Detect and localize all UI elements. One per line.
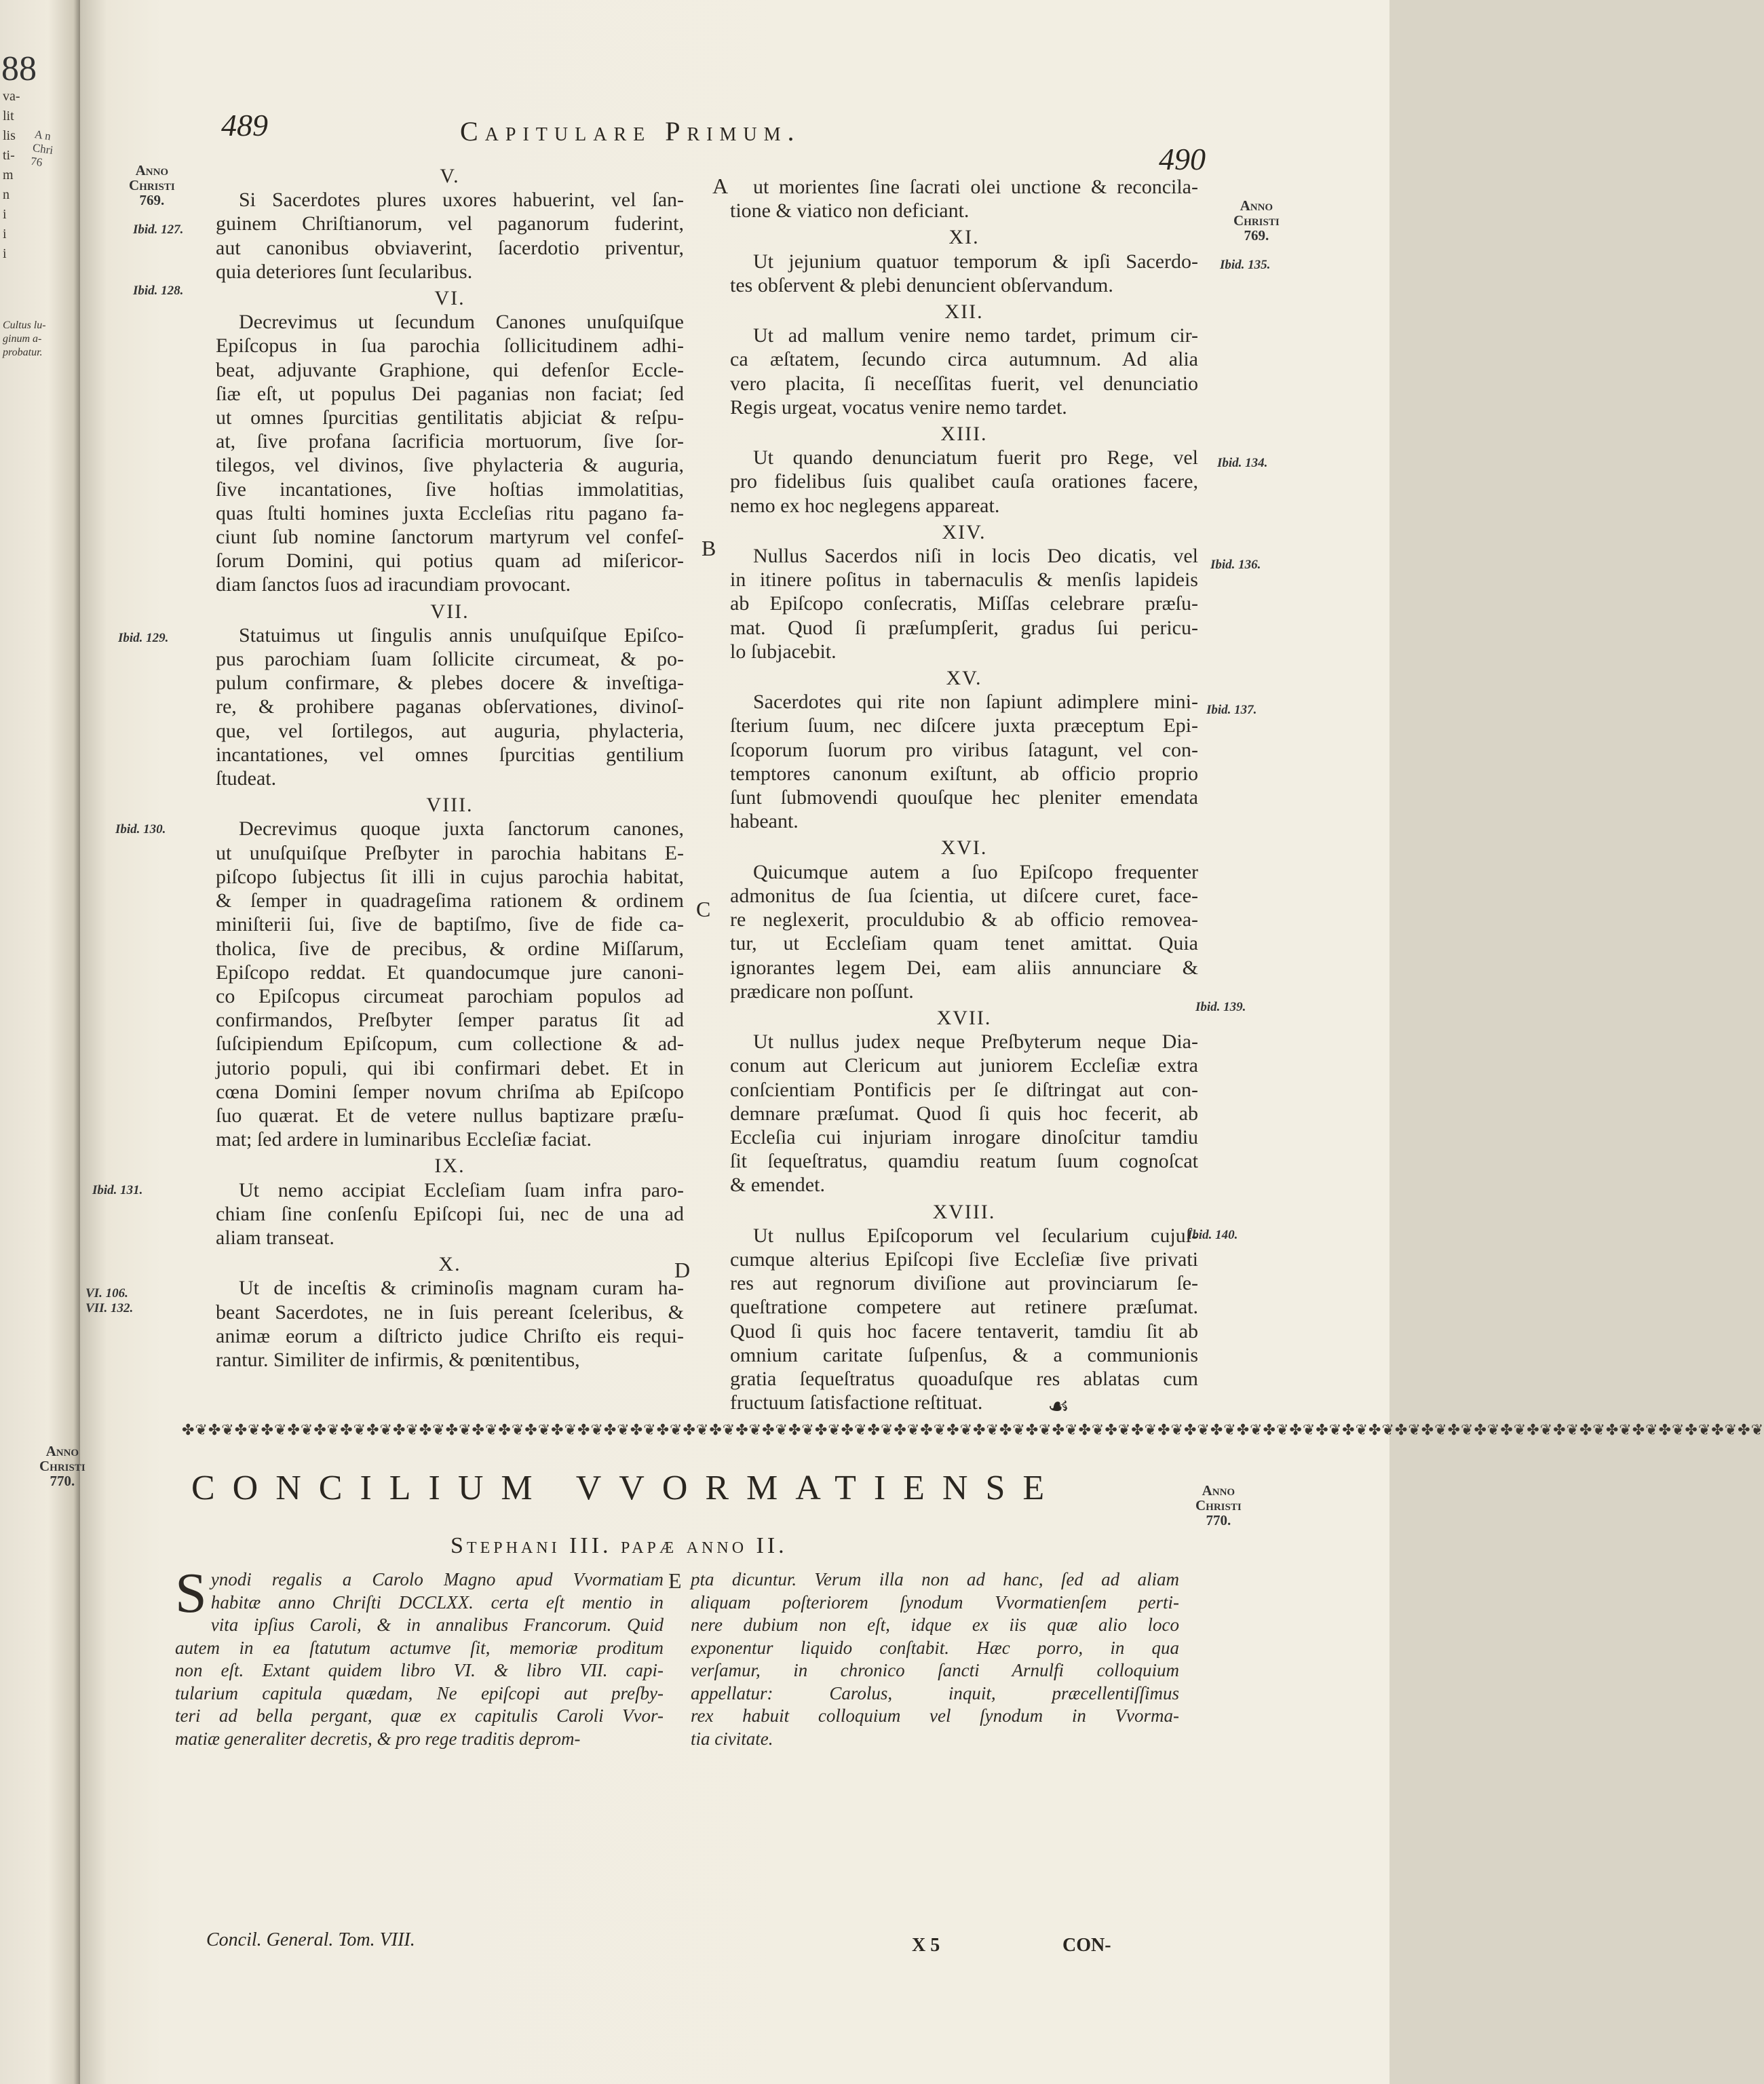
facing-page-margin-note <box>3 319 46 360</box>
facing-page-anno-line: A n <box>33 128 52 143</box>
running-title: Capitulare Primum. <box>460 116 801 147</box>
text-line: pus parochiam ſuam ſollicite circumeat, & po- <box>216 648 684 671</box>
capitulum-paragraph <box>216 310 684 596</box>
capitulum-heading: VII. <box>430 600 469 623</box>
capitulum-paragraph <box>730 446 1198 518</box>
anno-christi-right <box>1233 198 1280 243</box>
anno-line: Anno <box>135 162 169 178</box>
anno-line: 770. <box>50 1473 75 1489</box>
facing-page-number: 88 <box>1 50 37 88</box>
text-line: Ut nemo accipiat Eccleſiam ſuam infra paro- <box>239 1178 684 1201</box>
concilium-subtitle: Stephani III. papæ anno II. <box>450 1533 788 1558</box>
text-line: pulum confirmare, & plebes docere & inveſtiga- <box>216 672 684 695</box>
text-line: temptores canonum exiſtunt, ab officio proprio <box>730 762 1198 785</box>
text-line: ſorum Domini, qui potius quam ad miſericor- <box>216 549 684 573</box>
text-line: re neglexerit, proculdubio & ab officio removea- <box>730 908 1198 931</box>
section-marker-b: B <box>702 536 716 560</box>
anno-line: 769. <box>1244 227 1269 244</box>
text-line: quas ſtulti homines juxta Eccleſias ritu pagano fa- <box>216 501 684 524</box>
text-line: admonitus de ſua ſcientia, ut diſcere curet, face- <box>730 884 1198 907</box>
text-line: Quicumque autem a ſuo Epiſcopo frequenter <box>753 860 1198 883</box>
text-line: guinem Chriſtianorum, vel paganorum fuderint, <box>216 212 684 235</box>
facing-page-fragment: i <box>3 227 7 242</box>
capitulum-heading: XII. <box>944 301 984 324</box>
intro-line: rex habuit colloquium vel ſynodum in Vvorma- <box>691 1705 1179 1726</box>
intro-line: nere dubium non eſt, idque ex iis quæ alio loco <box>691 1615 1179 1635</box>
capitulum-heading: V. <box>440 165 460 187</box>
text-line: Sacerdotes qui rite non ſapiunt adimplere mini- <box>753 691 1198 714</box>
facing-page-fragment: i <box>3 246 7 261</box>
facing-page-text-fragments <box>3 87 20 264</box>
capitulum-paragraph <box>216 623 684 790</box>
text-line: jutorio populi, qui ibi confirmari debet. Et in <box>216 1056 684 1079</box>
text-line: ſunt ſubmovendi quouſque hec pleniter emendata <box>730 786 1198 809</box>
text-line: res aut regnorum diviſione aut provinciarum ſe- <box>730 1272 1198 1295</box>
anno-christi-770-left <box>39 1444 85 1488</box>
text-line: Ut quando denunciatum fuerit pro Rege, vel <box>753 446 1198 469</box>
text-line: tes obſervent & plebi denuncient obſervandum. <box>730 273 1113 296</box>
text-line: in itinere poſitus in tabernaculis & menſis lapideis <box>730 568 1198 592</box>
text-line: rantur. Similiter de infirmis, & pœnitentibus, <box>216 1348 580 1371</box>
margin-note-ibid-128: Ibid. 128. <box>133 284 184 298</box>
text-line: queſtratione competere aut retinere præſumat. <box>730 1296 1198 1319</box>
text-line: Ut ad mallum venire nemo tardet, primum cir- <box>753 324 1198 347</box>
text-line: aut canonibus obviaverint, ſacerdotio priventur, <box>216 236 684 259</box>
text-line: gratia ſequeſtratus quoaduſque res ablatas cum <box>730 1367 1198 1390</box>
text-line: lo ſubjacebit. <box>730 640 837 663</box>
text-line: Epiſcopo reddat. Et quandocumque jure canoni- <box>216 961 684 984</box>
margin-note-ibid-136: Ibid. 136. <box>1210 558 1261 572</box>
anno-christi-770-right <box>1195 1483 1242 1528</box>
capitulum-heading: X. <box>438 1253 461 1276</box>
text-line: miniſterii ſui, ſive de baptiſmo, ſive de fide ca- <box>216 913 684 936</box>
anno-line: Christi <box>1233 212 1280 229</box>
text-line: ſterium ſuum, nec diſcere juxta præceptum Epi- <box>730 714 1198 737</box>
facing-page-margin-line: ginum a- <box>3 333 42 345</box>
capitulum-paragraph <box>730 175 1198 223</box>
intro-left-column <box>175 1562 664 1750</box>
footer-signature: X 5 <box>912 1935 940 1956</box>
capitulum-heading: IX. <box>434 1155 465 1178</box>
ornament-band: ✤❦✤❦✤❦✤❦✤❦✤❦✤❦✤❦✤❦✤❦✤❦✤❦✤❦✤❦✤❦✤❦✤❦✤❦✤❦✤❦✤❦✤❦✤❦✤❦✤❦✤❦✤❦✤❦✤❦✤❦✤❦✤❦✤❦✤❦✤❦✤❦✤❦✤❦✤❦✤❦✤❦✤❦✤❦✤❦✤❦✤❦✤❦✤❦✤❦✤❦✤❦✤❦✤❦✤❦✤❦✤❦✤❦✤❦✤❦✤❦ <box>182 1421 1764 1438</box>
text-line: aliam transeat. <box>216 1226 334 1249</box>
left-column <box>216 161 684 1372</box>
facing-page-anno-line: Chri <box>31 140 54 157</box>
intro-line: habitæ anno Chriſti DCCLXX. certa eſt mentio in <box>210 1591 664 1613</box>
facing-page-edge <box>0 0 80 2084</box>
capitulum-paragraph <box>216 817 684 1151</box>
capitulum-heading: XVIII. <box>932 1200 996 1223</box>
intro-line: exponentur liquido conſtabit. Hæc porro, in qua <box>691 1637 1179 1658</box>
capitulum-heading: XVII. <box>936 1006 992 1029</box>
intro-line: autem in ea ſtatutum actumve ſit, memoriæ proditum <box>175 1637 664 1658</box>
text-line: animæ eorum a diſtricto judice Chriſto eis requi- <box>216 1324 684 1347</box>
right-column <box>730 175 1198 1414</box>
text-line: vero placita, ſi neceſſitas fuerit, vel denunciatio <box>730 372 1198 395</box>
facing-page-margin-line: probatur. <box>3 347 43 358</box>
capitulum-paragraph <box>730 1224 1198 1415</box>
capitulum-paragraph <box>730 544 1198 663</box>
text-line: ſuſcipiendum Epiſcopum, cum collectione & ad- <box>216 1033 684 1056</box>
anno-line: 770. <box>1206 1512 1231 1528</box>
capitulum-paragraph <box>730 860 1198 1003</box>
capitulum-paragraph <box>216 1178 684 1250</box>
anno-line: Anno <box>1202 1482 1235 1499</box>
capitulum-paragraph <box>216 188 684 284</box>
text-line: confirmandos, Preſbyter ſemper paratus ſit ad <box>216 1009 684 1032</box>
intro-line: vita ipſius Caroli, & in annalibus Francorum. Quid <box>210 1615 664 1635</box>
text-line: Ut de inceſtis & criminoſis magnam curam ha- <box>239 1277 684 1300</box>
text-line: Quod ſi quis hoc facere tentaverit, tamdiu ſit ab <box>730 1319 1198 1343</box>
facing-page-fragment: n <box>3 187 9 202</box>
text-line: ciunt ſub nomine ſanctorum martyrum vel confeſ- <box>216 526 684 549</box>
fleuron-ornament: ☙ <box>1048 1393 1070 1420</box>
text-line: Epiſcopus in ſua parochia ſollicitudinem adhi- <box>216 334 684 358</box>
capitulum-paragraph <box>730 690 1198 833</box>
text-line: conum aut Clericum aut juniorem Eccleſiæ extra <box>730 1054 1198 1077</box>
text-line: Regis urgeat, vocatus venire nemo tardet. <box>730 395 1067 419</box>
text-line: ſtudeat. <box>216 767 277 790</box>
concilium-title: CONCILIUM VVORMATIENSE <box>191 1469 1062 1507</box>
text-line: ut unuſquiſque Preſbyter in parochia habitans E- <box>216 841 684 864</box>
section-marker-c: C <box>696 897 711 921</box>
left-page-number: 489 <box>221 108 268 142</box>
text-line: chiam ſine conſenſu Epiſcopi ſui, nec de una ad <box>216 1202 684 1225</box>
text-line: re, & prohibere paganas obſervationes, divinoſ- <box>216 695 684 718</box>
text-line: ca æſtatem, ſecundo circa autumnum. Ad alia <box>730 348 1198 371</box>
text-line: habeant. <box>730 810 799 833</box>
capitulum-heading: XIV. <box>942 520 986 543</box>
text-line: ut omnes ſpurcitias gentilitatis abjiciat & reſpu- <box>216 406 684 429</box>
text-line: mat. Quod ſi præſumpſerit, gradus ſui pericu- <box>730 616 1198 639</box>
intro-line: appellatur: Carolus, inquit, præcellentiſſimus <box>691 1682 1179 1703</box>
text-line: Nullus Sacerdos niſi in locis Deo dicatis, vel <box>753 545 1198 568</box>
text-line: & emendet. <box>730 1174 825 1197</box>
margin-note-ibid-137: Ibid. 137. <box>1206 703 1257 717</box>
text-line: diam ſanctos ſuos ad iracundiam provocant. <box>216 573 571 596</box>
text-line: Decrevimus quoque juxta ſanctorum canones, <box>239 817 684 841</box>
text-line: ſiæ eſt, ut populus Dei paganias non faciat; ſed <box>216 382 684 405</box>
facing-page-margin-line: Cultus lu- <box>3 320 46 331</box>
capitulum-heading: VI. <box>434 287 465 310</box>
intro-line: aliquam poſteriorem ſynodum Vvormatienſem perti- <box>691 1591 1179 1613</box>
facing-page-fragment: i <box>3 207 7 222</box>
text-line: ut morientes ſine ſacrati olei unctione & reconcila- <box>753 176 1198 198</box>
margin-note-ibid-140: Ibid. 140. <box>1187 1228 1238 1242</box>
capitulum-heading: XIII. <box>940 423 988 446</box>
facing-page-anno-line: 76 <box>30 154 43 169</box>
text-line: mat; ſed ardere in luminaribus Eccleſiæ faciat. <box>216 1128 592 1151</box>
text-line: Si Sacerdotes plures uxores habuerint, vel ſan- <box>239 189 684 212</box>
facing-page-fragment: va- <box>3 89 20 104</box>
margin-note-ibid-135: Ibid. 135. <box>1220 258 1271 272</box>
intro-right-column <box>691 1568 1179 1750</box>
intro-line: non eſt. Extant quidem libro VI. & libro VII. capi- <box>175 1660 664 1680</box>
text-line: quia deteriores ſunt ſecularibus. <box>216 260 473 283</box>
book-page <box>39 0 1764 2084</box>
anno-line: Anno <box>45 1443 79 1459</box>
text-line: ſive incantationes, ſive hoſtias immolatitias, <box>216 478 684 501</box>
margin-note-vii-132: VII. 132. <box>85 1301 134 1315</box>
section-marker-e: E <box>668 1568 682 1593</box>
text-line: Decrevimus ut ſecundum Canones unuſquiſque <box>239 311 684 334</box>
text-line: tur, ut Eccleſiam quam tenet amittat. Quia <box>730 932 1198 955</box>
text-line: at, ſive profana ſacrificia mortuorum, ſive ſor- <box>216 430 684 453</box>
text-line: pro fidelibus ſuis qualibet cauſa orationes facere, <box>730 470 1198 493</box>
margin-note-ibid-139: Ibid. 139. <box>1195 1000 1246 1014</box>
text-line: incantationes, vel omnes ſpurcitias gentilium <box>216 743 684 766</box>
facing-page-fragment: ti- <box>3 148 15 163</box>
facing-page-anno-note <box>30 128 56 171</box>
text-line: ſuo quærat. Et de vetere nullus baptizare præſu- <box>216 1104 684 1127</box>
text-line: ab Epiſcopo conſecratis, Miſſas celebrare præſu- <box>730 592 1198 615</box>
capitulum-paragraph <box>730 1030 1198 1197</box>
capitulum-heading: VIII. <box>426 794 474 817</box>
text-line: que, vel ſortilegos, aut auguria, phylacteria, <box>216 719 684 742</box>
anno-line: Christi <box>129 177 175 193</box>
capitulum-heading: XV. <box>946 667 982 690</box>
intro-line: ynodi regalis a Carolo Magno apud Vvormatiam <box>210 1569 664 1589</box>
text-line: tilegos, vel divinos, ſive phylacteria & auguria, <box>216 454 684 477</box>
text-line: cœna Domini ſemper novum chriſma ab Epiſcopo <box>216 1080 684 1103</box>
facing-page-fragment: lis <box>3 128 16 143</box>
text-line: prædicare non poſſunt. <box>730 980 914 1003</box>
text-line: fructuum ſatisfactione reſtituat. <box>730 1391 983 1414</box>
capitulum-paragraph <box>730 324 1198 419</box>
right-page-number: 490 <box>1159 142 1206 176</box>
capitulum-heading: XI. <box>948 226 980 249</box>
anno-line: Christi <box>1195 1497 1242 1513</box>
text-line: nemo ex hoc neglegens appareat. <box>730 494 1000 517</box>
text-line: ignorantes legem Dei, eam aliis annunciare & <box>730 956 1198 979</box>
intro-line: teri ad bella pergant, quæ ex capitulis Caroli Vvor- <box>175 1705 664 1726</box>
text-line: Ut jejunium quatuor temporum & ipſi Sacerdo- <box>753 250 1198 273</box>
footer-catchword: CON- <box>1062 1935 1111 1956</box>
section-marker-a: A <box>712 174 729 198</box>
text-line: tholica, ſive de precibus, & ordine Miſſarum, <box>216 937 684 960</box>
margin-note-ibid-129: Ibid. 129. <box>118 631 169 645</box>
intro-line: tia civitate. <box>691 1728 773 1749</box>
intro-line: matiæ generaliter decretis, & pro rege traditis deprom- <box>175 1728 581 1749</box>
capitulum-heading: XVI. <box>940 836 988 860</box>
intro-line: tularium capitula quædam, Ne epiſcopi aut preſby- <box>175 1682 664 1703</box>
anno-line: 769. <box>139 192 165 208</box>
text-line: piſcopo ſubjectus ſit illi in cujus parochia habitat, <box>216 865 684 888</box>
anno-christi-left <box>129 163 175 208</box>
text-line: co Epiſcopus circumeat parochiam populos ad <box>216 984 684 1007</box>
capitulum-paragraph <box>730 250 1198 297</box>
facing-page-fragment: m <box>3 168 14 182</box>
margin-note-vi-106: VI. 106. <box>85 1286 128 1300</box>
margin-note-ibid-131: Ibid. 131. <box>92 1183 143 1197</box>
text-line: ſcoporum ſuorum pro viribus ſatagunt, vel con- <box>730 738 1198 761</box>
text-line: Ut nullus Epiſcoporum vel ſecularium cujuſ- <box>753 1224 1198 1247</box>
text-line: cumque alterius Epiſcopi ſive Eccleſiæ ſive privati <box>730 1248 1198 1271</box>
text-line: demnare præſumat. Quod ſi quis hoc fecerit, ab <box>730 1102 1198 1125</box>
text-line: Eccleſia cui injuriam inrogare dinoſcitur tamdiu <box>730 1125 1198 1149</box>
footer-volume: Concil. General. Tom. VIII. <box>206 1929 415 1950</box>
text-line: omnium caritate ſuſpenſus, & a communionis <box>730 1343 1198 1366</box>
facing-page-fragment: lit <box>3 109 14 123</box>
margin-note-ibid-130: Ibid. 130. <box>115 822 166 836</box>
anno-line: Christi <box>39 1458 85 1474</box>
margin-note-ibid-134: Ibid. 134. <box>1217 456 1268 470</box>
text-line: ſit ſequeſtratus, quamdiu reatum ſuum cognoſcat <box>730 1150 1198 1173</box>
intro-line: verſamur, in chronico ſancti Arnulfi colloquium <box>691 1660 1179 1680</box>
text-line: Statuimus ut ſingulis annis unuſquiſque Epiſco- <box>239 623 684 647</box>
intro-line: pta dicuntur. Verum illa non ad hanc, ſed ad aliam <box>691 1569 1179 1589</box>
text-line: & ſemper in quadrageſima rationem & ordinem <box>216 889 684 912</box>
section-marker-d: D <box>674 1258 691 1282</box>
text-line: conſcientiam Pontificis per ſe diſtringat aut con- <box>730 1078 1198 1101</box>
drop-cap: S <box>175 1562 207 1625</box>
text-line: beant Sacerdotes, ne in ſuis pereant ſceleribus, & <box>216 1300 684 1324</box>
text-line: beat, adjuvante Graphione, qui defenſor Eccle- <box>216 358 684 381</box>
text-line: tione & viatico non deficiant. <box>730 199 970 223</box>
anno-line: Anno <box>1240 197 1273 214</box>
capitulum-paragraph <box>216 1276 684 1372</box>
text-line: Ut nullus judex neque Preſbyterum neque Dia- <box>753 1030 1198 1054</box>
margin-note-ibid-127: Ibid. 127. <box>133 223 184 237</box>
